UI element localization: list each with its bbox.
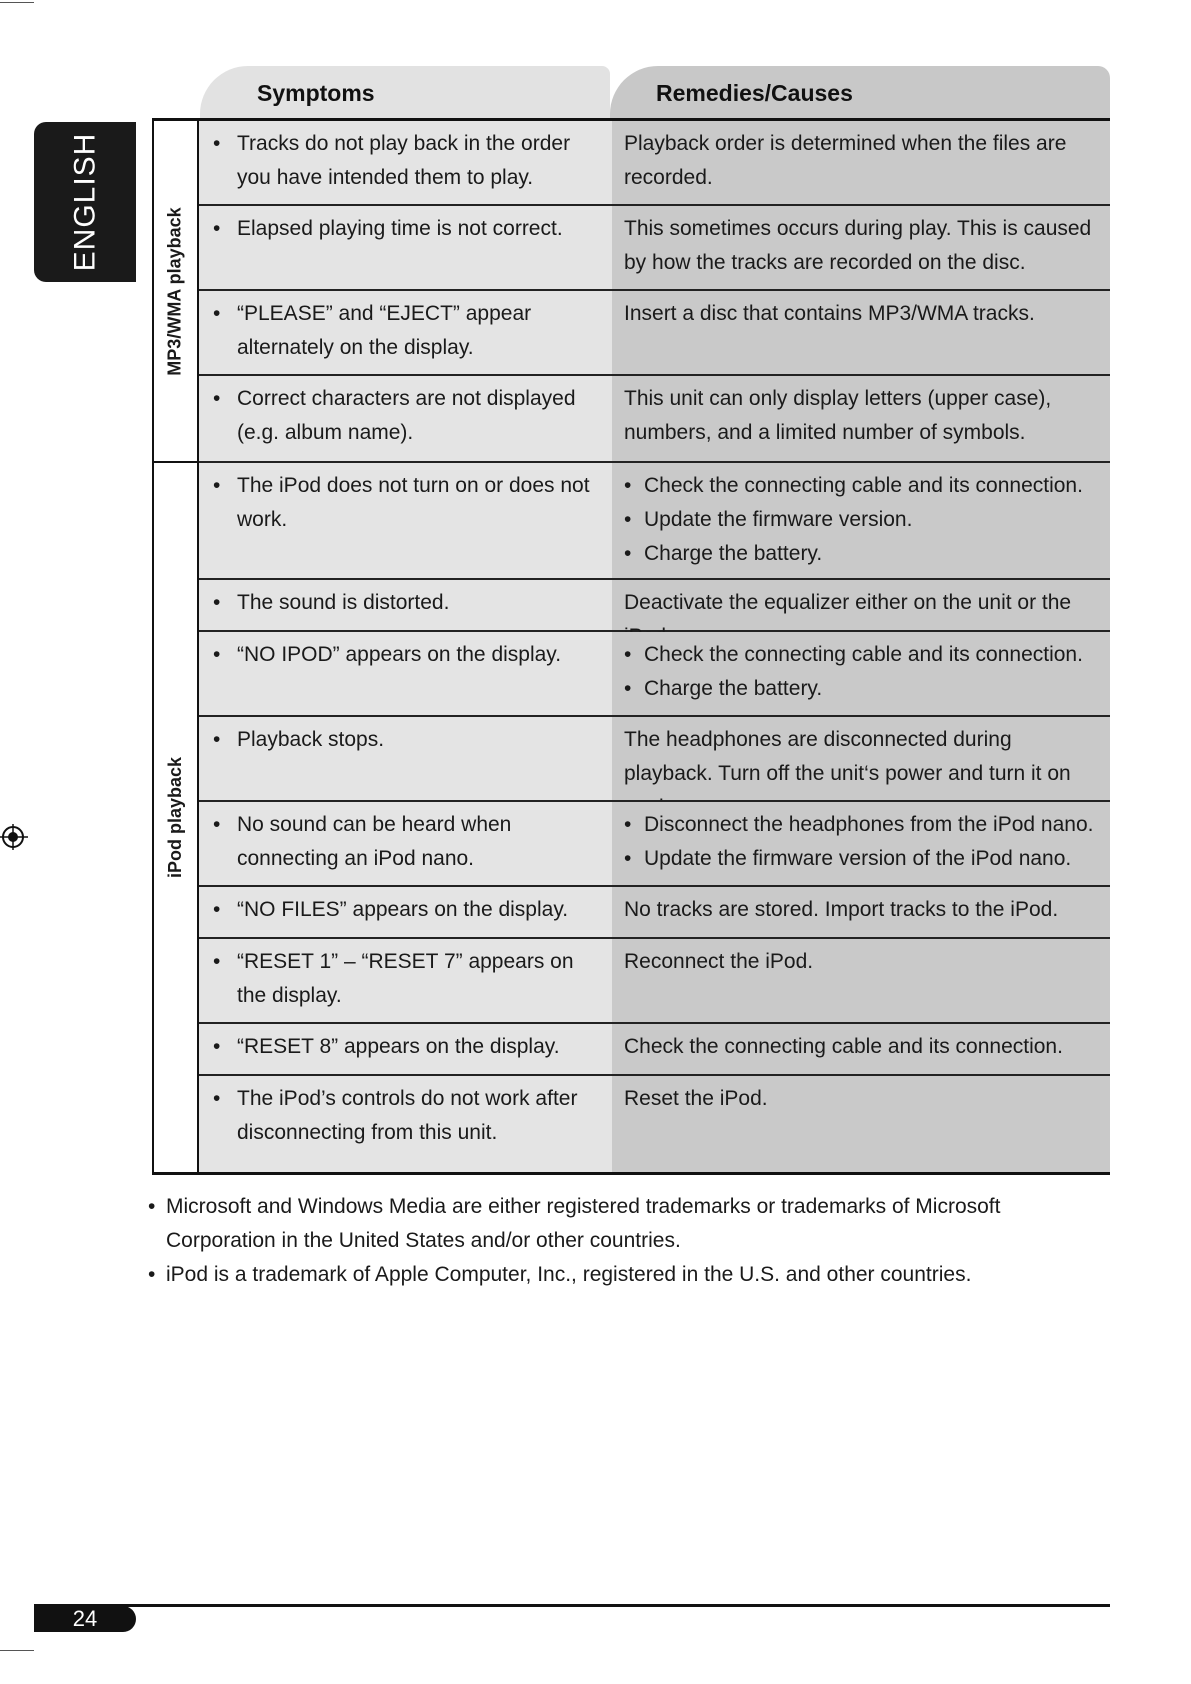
- symptom-text: Playback stops.: [237, 728, 385, 751]
- symptom-text: Correct characters are not displayed (e.g. album name).: [237, 387, 576, 444]
- bullet: •: [624, 508, 632, 531]
- table-row: [199, 206, 1110, 291]
- remedy-cell: [612, 463, 1110, 578]
- table-row: [199, 802, 1110, 887]
- symptom-text: “NO IPOD” appears on the display.: [237, 643, 562, 666]
- remedy-text: Charge the battery.: [644, 677, 823, 700]
- table-row: [199, 717, 1110, 802]
- remedy-list-item: [624, 638, 1100, 672]
- page-footer-rule: [34, 1604, 1110, 1607]
- remedy-text: Check the connecting cable and its connection.: [624, 1035, 1063, 1058]
- remedy-cell: [612, 802, 1110, 885]
- table-row: [199, 463, 1110, 580]
- bullet: •: [213, 591, 221, 614]
- bullet: •: [213, 474, 221, 497]
- remedy-cell: [612, 291, 1110, 374]
- symptom-cell: [199, 580, 612, 630]
- crop-mark: [0, 1650, 34, 1651]
- remedies-header: Remedies/Causes: [610, 66, 1110, 120]
- symptom-text: Elapsed playing time is not correct.: [237, 217, 563, 240]
- language-tab-label: ENGLISH: [68, 132, 101, 272]
- group-label-ipod: iPod playback: [152, 463, 199, 1172]
- symptom-cell: [199, 121, 612, 204]
- bullet: •: [213, 813, 221, 836]
- remedy-list-item: [624, 503, 1100, 537]
- symptom-cell: [199, 206, 612, 289]
- group-label-mp3: MP3/WMA playback: [152, 121, 199, 463]
- symptom-cell: [199, 1076, 612, 1172]
- remedy-text: Insert a disc that contains MP3/WMA tracks.: [624, 302, 1035, 325]
- remedy-text: No tracks are stored. Import tracks to the iPod.: [624, 898, 1059, 921]
- table-row: [199, 580, 1110, 632]
- remedy-text: Deactivate the equalizer either on the unit or the: [624, 591, 1072, 614]
- symptom-text: “PLEASE” and “EJECT” appear alternately on the display.: [237, 302, 532, 359]
- bullet: •: [213, 132, 221, 155]
- remedy-list-item: [624, 842, 1100, 876]
- symptoms-header: Symptoms: [200, 66, 610, 120]
- remedy-cell: [612, 887, 1110, 937]
- remedy-cell: [612, 376, 1110, 461]
- remedy-list-item: [624, 537, 1100, 571]
- bullet: •: [213, 643, 221, 666]
- bullet: •: [624, 474, 632, 497]
- table-row: [199, 121, 1110, 206]
- symptom-cell: [199, 291, 612, 374]
- bullet: •: [213, 302, 221, 325]
- symptom-text: The iPod does not turn on or does not work.: [237, 474, 590, 531]
- remedy-text: Reconnect the iPod.: [624, 950, 814, 973]
- remedy-list-item: [624, 672, 1100, 706]
- bullet: •: [148, 1195, 156, 1218]
- footnote: [148, 1258, 1108, 1292]
- symptom-text: The iPod’s controls do not work after disconnecting from this unit.: [237, 1087, 578, 1144]
- remedy-text: Reset the iPod.: [624, 1087, 768, 1110]
- remedy-cell: [612, 1024, 1110, 1074]
- footnote-text: iPod is a trademark of Apple Computer, Inc., registered in the U.S. and other countries.: [166, 1263, 972, 1286]
- bullet: •: [213, 217, 221, 240]
- footnotes: [148, 1190, 1108, 1292]
- remedy-text: Playback order is determined when the files are recorded.: [624, 132, 1067, 189]
- remedy-cell: [612, 939, 1110, 1022]
- symptom-cell: [199, 376, 612, 461]
- remedy-cell: [612, 632, 1110, 715]
- remedy-cell: [612, 580, 1110, 630]
- remedy-text: The headphones are disconnected during playback. Turn off the unit‘s power and turn it on: [624, 728, 1071, 785]
- table-row: [199, 632, 1110, 717]
- symptom-cell: [199, 939, 612, 1022]
- remedy-list-item: [624, 808, 1100, 842]
- table-header: [200, 66, 1110, 120]
- registration-mark-icon: [0, 822, 30, 852]
- table-row: [199, 1076, 1110, 1172]
- bullet: •: [624, 677, 632, 700]
- remedy-list-item: [624, 469, 1100, 503]
- table-row: [199, 887, 1110, 939]
- symptom-text: The sound is distorted.: [237, 591, 450, 614]
- bullet: •: [213, 1035, 221, 1058]
- symptom-cell: [199, 887, 612, 937]
- footnote-text: Microsoft and Windows Media are either registered trademarks or trademarks of Microsoft Corporation in the United States and/or other countries.: [166, 1195, 1001, 1252]
- remedy-text: Update the firmware version of the iPod nano.: [644, 847, 1072, 870]
- symptom-cell: [199, 802, 612, 885]
- table-row: [199, 1024, 1110, 1076]
- symptom-text: “RESET 8” appears on the display.: [237, 1035, 560, 1058]
- remedy-text: Update the firmware version.: [644, 508, 913, 531]
- symptom-text: No sound can be heard when connecting an iPod nano.: [237, 813, 512, 870]
- crop-mark: [0, 2, 34, 3]
- symptom-cell: [199, 717, 612, 800]
- remedy-cell: [612, 717, 1110, 800]
- bullet: •: [213, 387, 221, 410]
- remedy-text: This sometimes occurs during play. This is caused by how the tracks are recorded on the disc.: [624, 217, 1092, 274]
- bullet: •: [624, 813, 632, 836]
- language-tab: [34, 122, 136, 282]
- bullet: •: [624, 643, 632, 666]
- bullet: •: [213, 898, 221, 921]
- footnote: [148, 1190, 1108, 1258]
- remedy-text: Disconnect the headphones from the iPod nano.: [644, 813, 1094, 836]
- bullet: •: [148, 1263, 156, 1286]
- symptom-text: “RESET 1” – “RESET 7” appears on the display.: [237, 950, 574, 1007]
- remedy-text: This unit can only display letters (upper case), numbers, and a limited number of symbols.: [624, 387, 1052, 444]
- symptom-cell: [199, 1024, 612, 1074]
- bullet: •: [624, 542, 632, 565]
- remedy-text: Charge the battery.: [644, 542, 823, 565]
- symptom-cell: [199, 463, 612, 578]
- table-row: [199, 939, 1110, 1024]
- bullet: •: [624, 847, 632, 870]
- remedy-cell: [612, 206, 1110, 289]
- bullet: •: [213, 950, 221, 973]
- remedy-text: Check the connecting cable and its connection.: [644, 643, 1083, 666]
- page-number: 24: [34, 1606, 136, 1632]
- bullet: •: [213, 728, 221, 751]
- symptom-text: “NO FILES” appears on the display.: [237, 898, 569, 921]
- symptom-cell: [199, 632, 612, 715]
- table-bottom-rule: [152, 1172, 1110, 1175]
- bullet: •: [213, 1087, 221, 1110]
- remedy-cell: [612, 121, 1110, 204]
- remedy-cell: [612, 1076, 1110, 1172]
- remedy-text: Check the connecting cable and its connection.: [644, 474, 1083, 497]
- table-row: [199, 376, 1110, 463]
- troubleshooting-table: [152, 118, 1110, 1175]
- table-row: [199, 291, 1110, 376]
- symptom-text: Tracks do not play back in the order you have intended them to play.: [237, 132, 571, 189]
